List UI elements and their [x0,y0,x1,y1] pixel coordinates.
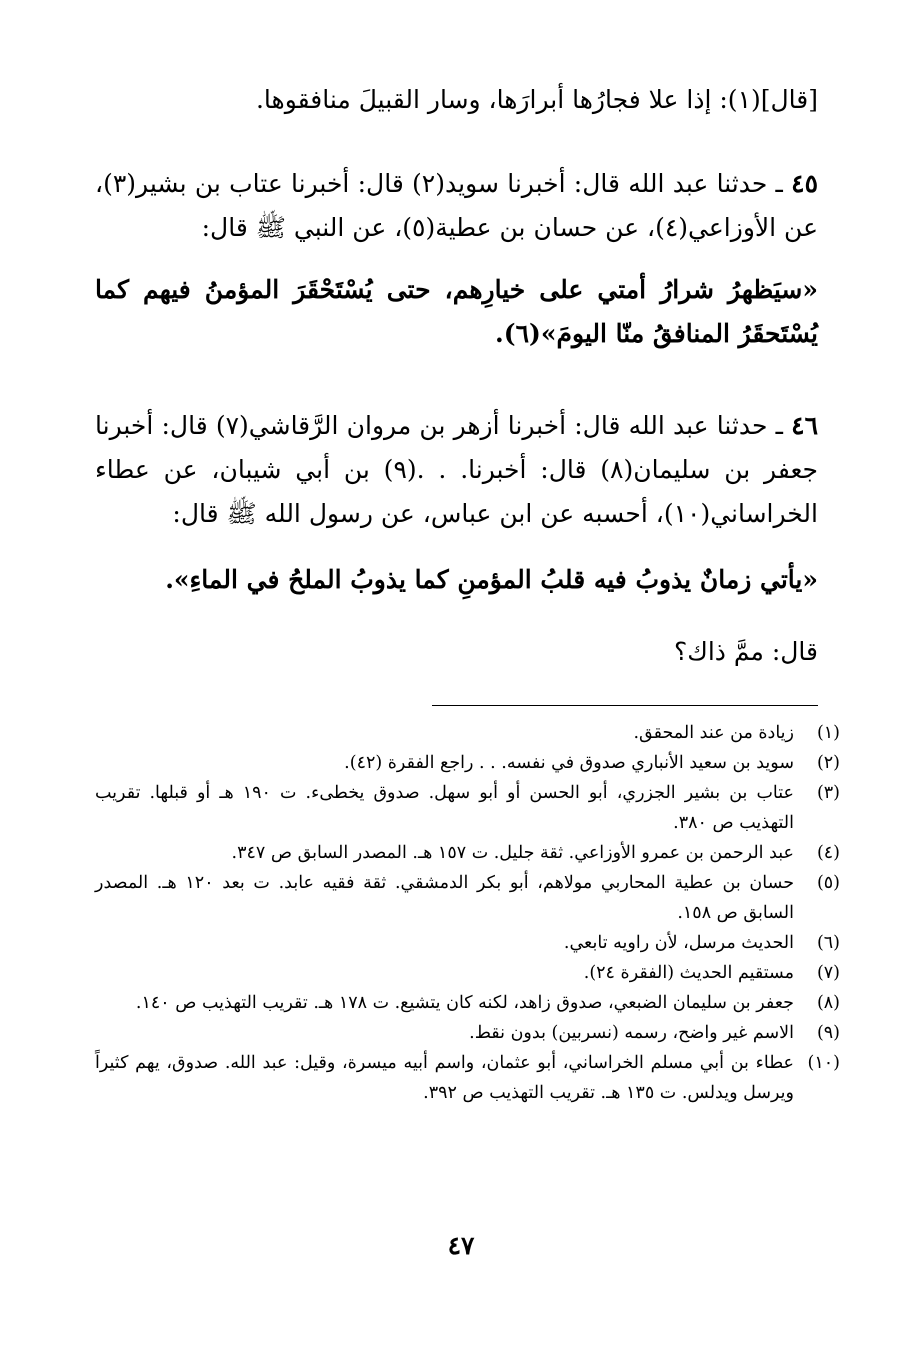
footnote-6 [95,928,840,958]
para-hadith-46-text: ـ حدثنا عبد الله قال: أخبرنا أزهر بن مروان الرَّقاشي(٧) قال: أخبرنا جعفر بن سليمان(٨) قال: أخبرنا. . .(٩) بن أبي شيبان، عن عطاء الخراساني(١٠)، أحسبه عن ابن عباس، عن رسول الله ﷺ قال: [95,411,818,528]
footnote-number: (٨) [816,993,840,1013]
footnote-5 [95,868,840,928]
hadith-number-46: ٤٦ [791,411,819,440]
footnote-number: (٣) [816,783,840,803]
footnote-number: (٢) [816,753,840,773]
footnote-1 [95,718,840,748]
hadith-text-45-body: «سيَظهرُ شرارُ أمتي على خيارِهم، حتى يُسْتَحْقَرَ المؤمنُ فيهم كما يُسْتَحقَرُ المنافقُ منّا اليومَ»(٦). [95,275,818,348]
footnote-8 [95,988,840,1018]
footnote-divider [432,705,818,706]
footnote-number: (١) [816,723,840,743]
para-question-text: قال: ممَّ ذاك؟ [673,637,818,666]
footnote-number: (١٠) [807,1053,840,1073]
para-hadith-45 [95,162,818,250]
hadith-text-45 [95,268,818,356]
footnote-text: الاسم غير واضح، رسمه (نسربين) بدون نقط. [469,1023,794,1043]
para-hadith-46 [95,404,818,536]
footnote-text: عبد الرحمن بن عمرو الأوزاعي. ثقة جليل. ت ١٥٧ هـ. المصدر السابق ص ٣٤٧. [231,843,794,863]
footnote-4 [95,838,840,868]
footnote-text: زيادة من عند المحقق. [633,723,794,743]
footnote-10 [95,1048,840,1108]
footnote-text: سويد بن سعيد الأنباري صدوق في نفسه. . . راجع الفقرة (٤٢). [344,753,794,773]
footnote-text: عتاب بن بشير الجزري، أبو الحسن أو أبو سهل. صدوق يخطىء. ت ١٩٠ هـ أو قبلها. تقريب التهذيب ص ٣٨٠. [95,783,794,833]
hadith-text-46-body: «يأتي زمانٌ يذوبُ فيه قلبُ المؤمنِ كما يذوبُ الملحُ في الماءِ». [165,565,818,594]
footnote-text: حسان بن عطية المحاربي مولاهم، أبو بكر الدمشقي. ثقة فقيه عابد. ت بعد ١٢٠ هـ. المصدر السابق ص ١٥٨. [95,873,795,923]
footnote-9 [95,1018,840,1048]
footnote-number: (٦) [816,933,840,953]
page-number: ٤٧ [447,1231,475,1260]
footnote-text: عطاء بن أبي مسلم الخراساني، أبو عثمان، واسم أبيه ميسرة، وقيل: عبد الله. صدوق، يهم كثيراً ويرسل ويدلس. ت ١٣٥ هـ. تقريب التهذيب ص ٣٩٢. [95,1053,794,1103]
footnote-2 [95,748,840,778]
footnotes [95,718,840,1108]
footnote-7 [95,958,840,988]
footnote-number: (٤) [816,843,840,863]
footnote-text: جعفر بن سليمان الضبعي، صدوق زاهد، لكنه كان يتشيع. ت ١٧٨ هـ. تقريب التهذيب ص ١٤٠. [135,993,794,1013]
footnote-number: (٩) [816,1023,840,1043]
footnote-3 [95,778,840,838]
para-question [95,630,818,674]
footnote-text: الحديث مرسل، لأن راويه تابعي. [563,933,794,953]
hadith-text-46 [95,558,818,602]
hadith-number-45: ٤٥ [791,169,818,198]
para-intro [95,78,818,122]
para-hadith-45-text: ـ حدثنا عبد الله قال: أخبرنا سويد(٢) قال: أخبرنا عتاب بن بشير(٣)، عن الأوزاعي(٤)، عن حسان بن عطية(٥)، عن النبي ﷺ قال: [95,169,818,242]
footnote-text: مستقيم الحديث (الفقرة ٢٤). [583,963,794,983]
footnote-number: (٥) [816,873,840,893]
para-intro-text: [قال](١): إذا علا فجارُها أبرارَها، وسار القبيلَ منافقوها. [255,85,818,114]
footnote-number: (٧) [816,963,840,983]
